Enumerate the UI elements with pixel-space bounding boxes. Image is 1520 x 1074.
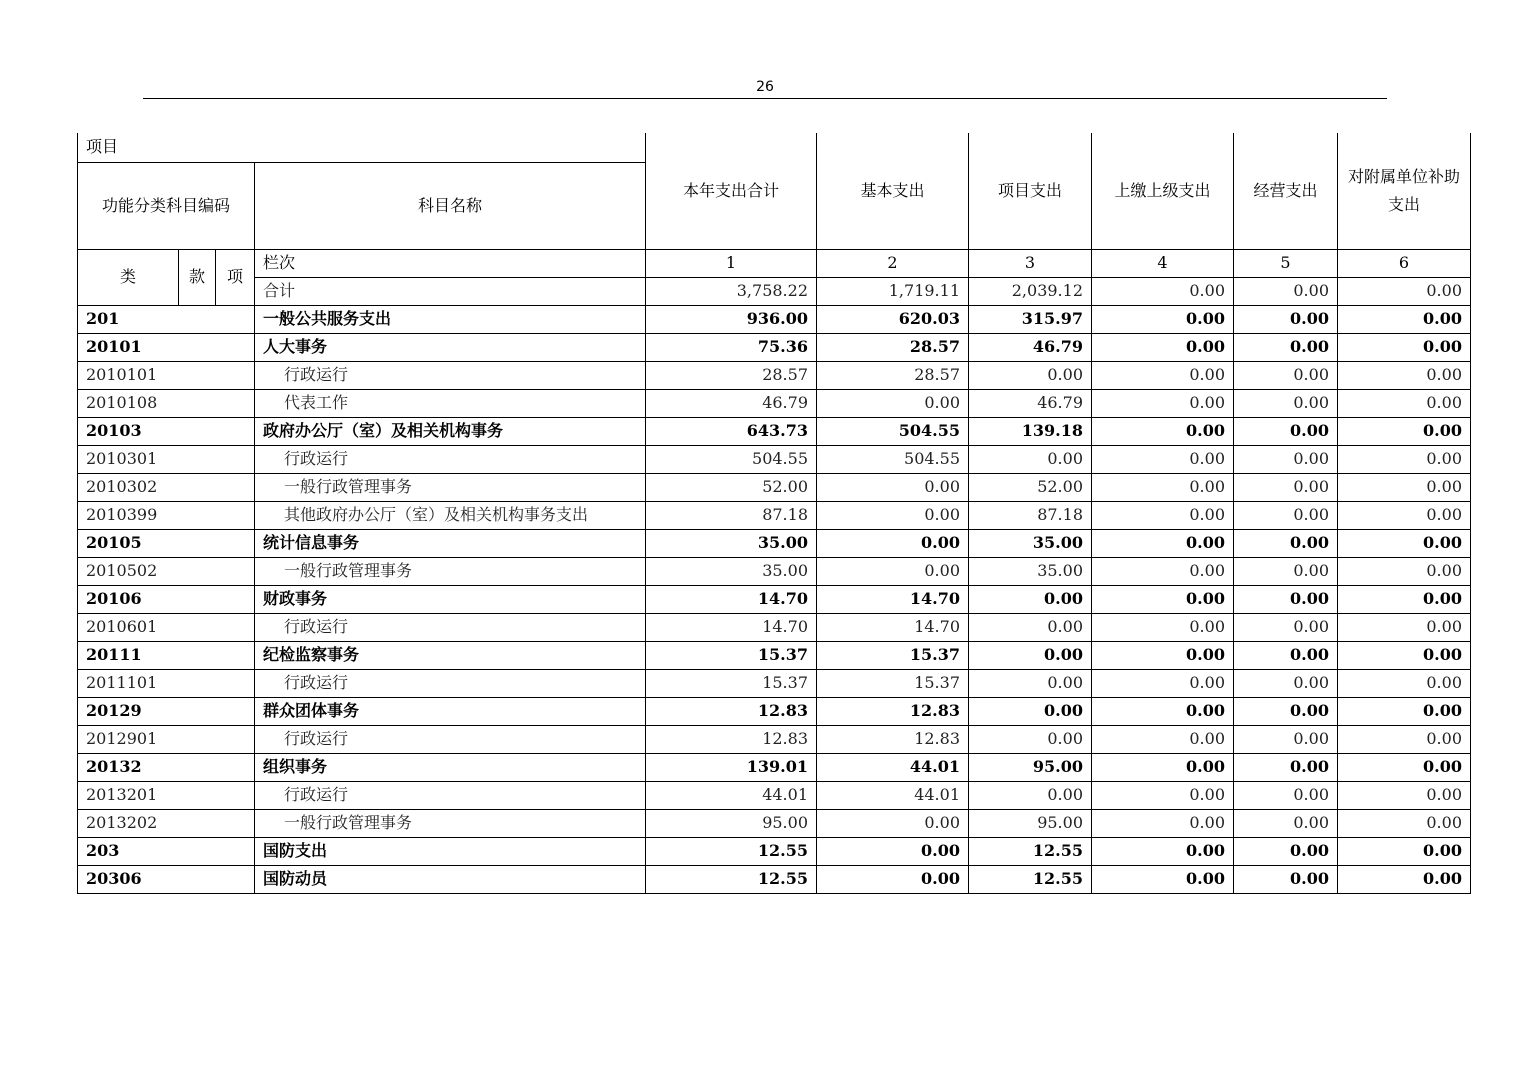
- value-cell: 35.00: [646, 557, 817, 585]
- value-cell: 0.00: [1338, 305, 1471, 333]
- value-cell: 0.00: [1338, 473, 1471, 501]
- total-value: 3,758.22: [646, 277, 817, 305]
- value-cell: 0.00: [1092, 445, 1234, 473]
- value-cell: 28.57: [817, 361, 969, 389]
- value-cell: 15.37: [646, 641, 817, 669]
- table-row: [78, 361, 1471, 389]
- value-cell: 15.37: [817, 641, 969, 669]
- value-cell: 0.00: [1338, 641, 1471, 669]
- table-row: [78, 389, 1471, 417]
- table-row: [78, 865, 1471, 893]
- subject-name: 行政运行: [255, 445, 646, 473]
- value-cell: 44.01: [646, 781, 817, 809]
- value-cell: 0.00: [817, 837, 969, 865]
- value-cell: 0.00: [1092, 641, 1234, 669]
- value-cell: 14.70: [646, 613, 817, 641]
- table-row: [78, 501, 1471, 529]
- value-cell: 0.00: [817, 809, 969, 837]
- table-row: [78, 305, 1471, 333]
- value-cell: 0.00: [969, 725, 1092, 753]
- table-row: [78, 445, 1471, 473]
- subject-name: 行政运行: [255, 613, 646, 641]
- subject-code: 20105: [78, 529, 255, 557]
- value-cell: 0.00: [1092, 613, 1234, 641]
- col-number-1: 1: [646, 249, 817, 277]
- col-header-5: 经营支出: [1234, 133, 1338, 249]
- value-cell: 0.00: [969, 613, 1092, 641]
- value-cell: 936.00: [646, 305, 817, 333]
- expenditure-table: [77, 133, 1471, 894]
- value-cell: 0.00: [817, 473, 969, 501]
- value-cell: 0.00: [1092, 501, 1234, 529]
- value-cell: 0.00: [1092, 781, 1234, 809]
- table-row: [78, 753, 1471, 781]
- value-cell: 0.00: [1092, 669, 1234, 697]
- value-cell: 44.01: [817, 753, 969, 781]
- value-cell: 46.79: [646, 389, 817, 417]
- header-rule: [143, 98, 1387, 99]
- subject-code: 20103: [78, 417, 255, 445]
- expenditure-table-container: [77, 133, 1471, 894]
- value-cell: 0.00: [1092, 585, 1234, 613]
- table-row: [78, 781, 1471, 809]
- kuan-header: 款: [179, 249, 216, 305]
- value-cell: 0.00: [969, 781, 1092, 809]
- value-cell: 52.00: [969, 473, 1092, 501]
- value-cell: 0.00: [1338, 333, 1471, 361]
- value-cell: 12.55: [969, 837, 1092, 865]
- value-cell: 0.00: [1338, 669, 1471, 697]
- value-cell: 139.01: [646, 753, 817, 781]
- subject-code: 203: [78, 837, 255, 865]
- subject-name: 组织事务: [255, 753, 646, 781]
- subject-name: 一般行政管理事务: [255, 557, 646, 585]
- subject-code: 2012901: [78, 725, 255, 753]
- col-number-2: 2: [817, 249, 969, 277]
- col-number-3: 3: [969, 249, 1092, 277]
- value-cell: 0.00: [1338, 417, 1471, 445]
- value-cell: 0.00: [1092, 389, 1234, 417]
- subject-name: 纪检监察事务: [255, 641, 646, 669]
- total-value: 2,039.12: [969, 277, 1092, 305]
- value-cell: 0.00: [1338, 725, 1471, 753]
- subject-code: 20132: [78, 753, 255, 781]
- value-cell: 0.00: [1234, 361, 1338, 389]
- lanci-label: 栏次: [255, 249, 646, 277]
- table-row: [78, 641, 1471, 669]
- value-cell: 0.00: [817, 501, 969, 529]
- value-cell: 0.00: [1338, 753, 1471, 781]
- value-cell: 139.18: [969, 417, 1092, 445]
- xiang-header: 项: [216, 249, 255, 305]
- page-number: 26: [756, 79, 774, 95]
- col-header-4: 上缴上级支出: [1092, 133, 1234, 249]
- subject-code: 2010302: [78, 473, 255, 501]
- col-header-3: 项目支出: [969, 133, 1092, 249]
- value-cell: 0.00: [817, 529, 969, 557]
- value-cell: 0.00: [1338, 781, 1471, 809]
- value-cell: 0.00: [1234, 781, 1338, 809]
- value-cell: 87.18: [646, 501, 817, 529]
- value-cell: 0.00: [1234, 333, 1338, 361]
- table-row: [78, 613, 1471, 641]
- subject-code: 2010108: [78, 389, 255, 417]
- value-cell: 0.00: [1092, 361, 1234, 389]
- value-cell: 87.18: [969, 501, 1092, 529]
- value-cell: 28.57: [646, 361, 817, 389]
- col-header-2: 基本支出: [817, 133, 969, 249]
- value-cell: 0.00: [1234, 501, 1338, 529]
- value-cell: 12.55: [646, 837, 817, 865]
- value-cell: 0.00: [1338, 809, 1471, 837]
- value-cell: 0.00: [1338, 389, 1471, 417]
- value-cell: 0.00: [1234, 865, 1338, 893]
- value-cell: 95.00: [969, 753, 1092, 781]
- value-cell: 0.00: [1234, 305, 1338, 333]
- value-cell: 0.00: [1234, 417, 1338, 445]
- value-cell: 0.00: [1092, 753, 1234, 781]
- value-cell: 12.83: [646, 697, 817, 725]
- value-cell: 0.00: [1092, 333, 1234, 361]
- value-cell: 0.00: [969, 669, 1092, 697]
- value-cell: 0.00: [969, 697, 1092, 725]
- value-cell: 12.55: [969, 865, 1092, 893]
- table-row: [78, 417, 1471, 445]
- subject-code: 20306: [78, 865, 255, 893]
- value-cell: 14.70: [817, 613, 969, 641]
- value-cell: 0.00: [817, 865, 969, 893]
- value-cell: 0.00: [1338, 585, 1471, 613]
- value-cell: 0.00: [1234, 753, 1338, 781]
- value-cell: 643.73: [646, 417, 817, 445]
- col-header-6: 对附属单位补助支出: [1338, 133, 1471, 249]
- value-cell: 620.03: [817, 305, 969, 333]
- value-cell: 0.00: [1338, 697, 1471, 725]
- value-cell: 95.00: [969, 809, 1092, 837]
- subject-code: 20106: [78, 585, 255, 613]
- subject-name: 群众团体事务: [255, 697, 646, 725]
- subject-name: 统计信息事务: [255, 529, 646, 557]
- table-row: [78, 473, 1471, 501]
- value-cell: 0.00: [1234, 837, 1338, 865]
- subject-name: 财政事务: [255, 585, 646, 613]
- subject-name: 行政运行: [255, 725, 646, 753]
- value-cell: 0.00: [1338, 837, 1471, 865]
- value-cell: 14.70: [646, 585, 817, 613]
- subject-name: 一般行政管理事务: [255, 809, 646, 837]
- value-cell: 75.36: [646, 333, 817, 361]
- subject-code: 2010502: [78, 557, 255, 585]
- value-cell: 12.83: [646, 725, 817, 753]
- value-cell: 35.00: [969, 529, 1092, 557]
- value-cell: 504.55: [646, 445, 817, 473]
- total-value: 1,719.11: [817, 277, 969, 305]
- col-number-4: 4: [1092, 249, 1234, 277]
- value-cell: 0.00: [817, 389, 969, 417]
- subject-name-header: 科目名称: [255, 162, 646, 249]
- subject-name: 一般行政管理事务: [255, 473, 646, 501]
- value-cell: 46.79: [969, 389, 1092, 417]
- subject-code: 2013202: [78, 809, 255, 837]
- subject-name: 代表工作: [255, 389, 646, 417]
- value-cell: 15.37: [817, 669, 969, 697]
- value-cell: 46.79: [969, 333, 1092, 361]
- subject-code: 20111: [78, 641, 255, 669]
- subject-code: 20129: [78, 697, 255, 725]
- subject-name: 政府办公厅（室）及相关机构事务: [255, 417, 646, 445]
- header-row-project: [78, 133, 1471, 162]
- subject-name: 国防动员: [255, 865, 646, 893]
- subject-name: 行政运行: [255, 361, 646, 389]
- value-cell: 0.00: [1092, 725, 1234, 753]
- value-cell: 0.00: [1234, 809, 1338, 837]
- value-cell: 0.00: [1338, 613, 1471, 641]
- value-cell: 0.00: [1338, 361, 1471, 389]
- value-cell: 0.00: [1234, 697, 1338, 725]
- value-cell: 15.37: [646, 669, 817, 697]
- subject-name: 国防支出: [255, 837, 646, 865]
- value-cell: 0.00: [1234, 669, 1338, 697]
- table-row: [78, 557, 1471, 585]
- table-row: [78, 585, 1471, 613]
- subject-code: 20101: [78, 333, 255, 361]
- table-row: [78, 697, 1471, 725]
- subject-code: 2010399: [78, 501, 255, 529]
- value-cell: 0.00: [1092, 837, 1234, 865]
- value-cell: 12.83: [817, 697, 969, 725]
- subject-name: 其他政府办公厅（室）及相关机构事务支出: [255, 501, 646, 529]
- subject-name: 一般公共服务支出: [255, 305, 646, 333]
- value-cell: 52.00: [646, 473, 817, 501]
- total-value: 0.00: [1338, 277, 1471, 305]
- value-cell: 0.00: [1092, 865, 1234, 893]
- value-cell: 0.00: [1092, 697, 1234, 725]
- col-number-6: 6: [1338, 249, 1471, 277]
- value-cell: 0.00: [1092, 809, 1234, 837]
- subject-code: 2011101: [78, 669, 255, 697]
- value-cell: 0.00: [1092, 529, 1234, 557]
- subject-code: 2010301: [78, 445, 255, 473]
- col-number-5: 5: [1234, 249, 1338, 277]
- subject-code: 2010601: [78, 613, 255, 641]
- value-cell: 0.00: [1234, 641, 1338, 669]
- value-cell: 0.00: [1234, 613, 1338, 641]
- value-cell: 0.00: [1338, 501, 1471, 529]
- value-cell: 0.00: [1234, 473, 1338, 501]
- value-cell: 12.83: [817, 725, 969, 753]
- value-cell: 95.00: [646, 809, 817, 837]
- table-row: [78, 837, 1471, 865]
- value-cell: 35.00: [646, 529, 817, 557]
- value-cell: 0.00: [969, 361, 1092, 389]
- lei-header: 类: [78, 249, 179, 305]
- value-cell: 0.00: [817, 557, 969, 585]
- value-cell: 504.55: [817, 445, 969, 473]
- value-cell: 0.00: [1234, 585, 1338, 613]
- total-label: 合计: [255, 277, 646, 305]
- project-header: 项目: [78, 133, 646, 162]
- value-cell: 0.00: [969, 445, 1092, 473]
- table-row: [78, 725, 1471, 753]
- value-cell: 0.00: [1092, 305, 1234, 333]
- value-cell: 0.00: [1234, 557, 1338, 585]
- col-header-1: 本年支出合计: [646, 133, 817, 249]
- total-row: [78, 277, 1471, 305]
- value-cell: 0.00: [1234, 529, 1338, 557]
- code-group-header: 功能分类科目编码: [78, 162, 255, 249]
- total-value: 0.00: [1234, 277, 1338, 305]
- value-cell: 315.97: [969, 305, 1092, 333]
- subject-name: 人大事务: [255, 333, 646, 361]
- value-cell: 0.00: [1338, 865, 1471, 893]
- value-cell: 28.57: [817, 333, 969, 361]
- table-row: [78, 669, 1471, 697]
- subject-name: 行政运行: [255, 669, 646, 697]
- value-cell: 0.00: [969, 641, 1092, 669]
- value-cell: 0.00: [1338, 529, 1471, 557]
- value-cell: 0.00: [1234, 445, 1338, 473]
- value-cell: 44.01: [817, 781, 969, 809]
- total-value: 0.00: [1092, 277, 1234, 305]
- value-cell: 0.00: [1092, 417, 1234, 445]
- table-row: [78, 809, 1471, 837]
- value-cell: 0.00: [1092, 557, 1234, 585]
- value-cell: 35.00: [969, 557, 1092, 585]
- value-cell: 12.55: [646, 865, 817, 893]
- value-cell: 0.00: [1338, 557, 1471, 585]
- value-cell: 0.00: [969, 585, 1092, 613]
- value-cell: 14.70: [817, 585, 969, 613]
- header-row-lanci: [78, 249, 1471, 277]
- value-cell: 0.00: [1338, 445, 1471, 473]
- table-row: [78, 333, 1471, 361]
- value-cell: 504.55: [817, 417, 969, 445]
- subject-name: 行政运行: [255, 781, 646, 809]
- value-cell: 0.00: [1092, 473, 1234, 501]
- subject-code: 2010101: [78, 361, 255, 389]
- subject-code: 2013201: [78, 781, 255, 809]
- table-row: [78, 529, 1471, 557]
- value-cell: 0.00: [1234, 725, 1338, 753]
- value-cell: 0.00: [1234, 389, 1338, 417]
- subject-code: 201: [78, 305, 255, 333]
